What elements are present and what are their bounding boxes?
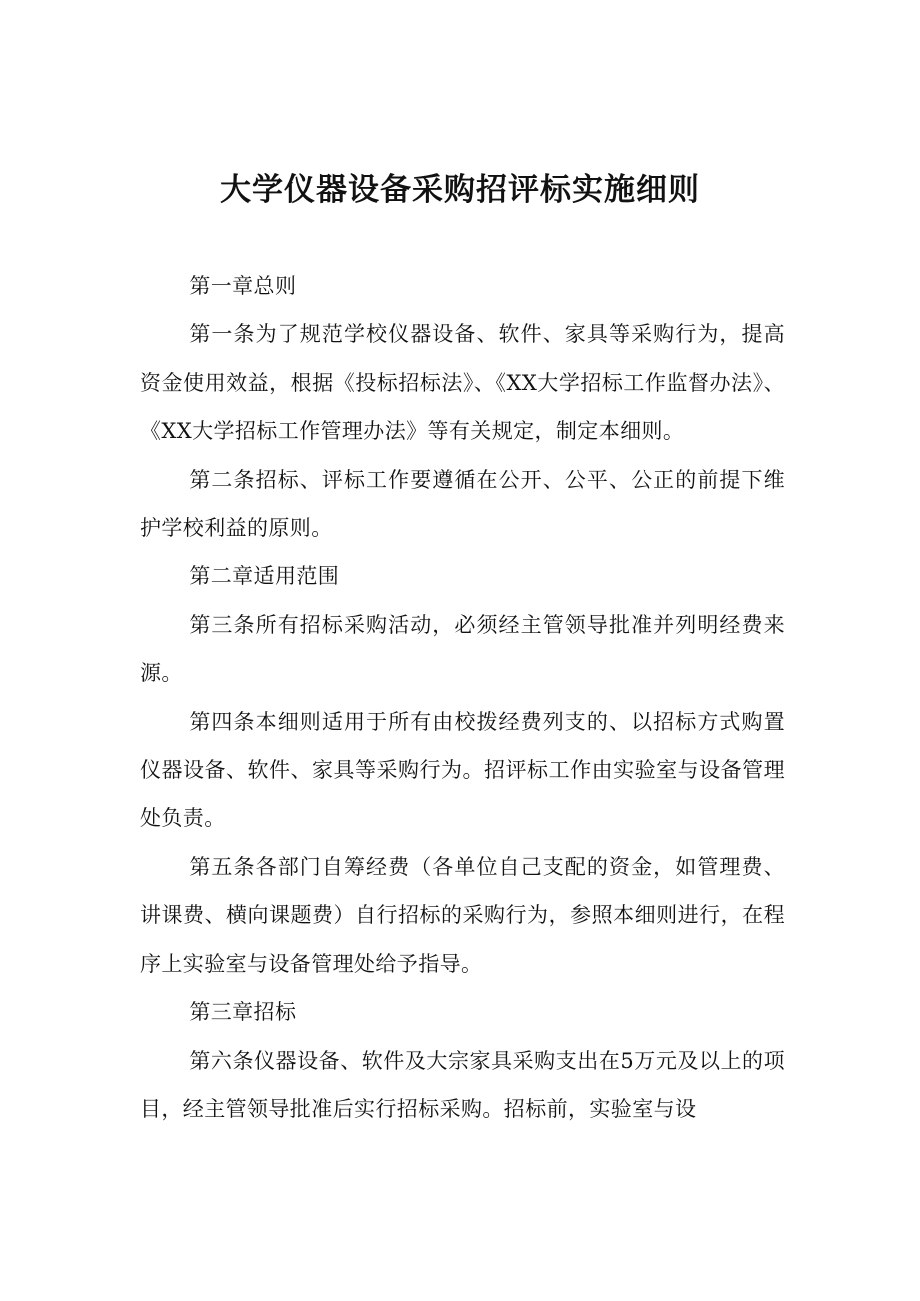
chapter-heading: 第二章适用范围 xyxy=(189,564,340,589)
document-title: 大学仪器设备采购招评标实施细则 xyxy=(220,172,700,208)
article-paragraph: 第二条招标、评标工作要遵循在公开、公平、公正的前提下维护学校利益的原则。 xyxy=(140,467,785,541)
article-paragraph: 第六条仪器设备、软件及大宗家具采购支出在5万元及以上的项目，经主管领导批准后实行招标采购。招标前，实验室与设 xyxy=(140,1048,785,1121)
article-paragraph: 第三条所有招标采购活动，必须经主管领导批准并列明经费来源。 xyxy=(140,612,785,686)
chapter-heading: 第三章招标 xyxy=(189,1000,297,1025)
article-paragraph: 第四条本细则适用于所有由校拨经费列支的、以招标方式购置仪器设备、软件、家具等采购行为。招评标工作由实验室与设备管理处负责。 xyxy=(140,709,785,831)
article-paragraph: 第五条各部门自筹经费（各单位自己支配的资金，如管理费、讲课费、横向课题费）自行招标的采购行为，参照本细则进行，在程序上实验室与设备管理处给予指导。 xyxy=(140,854,785,976)
article-paragraph: 第一条为了规范学校仪器设备、软件、家具等采购行为，提高资金使用效益，根据《投标招标法》、《XX大学招标工作监督办法》、《XX大学招标工作管理办法》等有关规定，制定本细则。 xyxy=(140,322,785,444)
chapter-heading: 第一章总则 xyxy=(189,274,297,298)
document-body xyxy=(140,262,785,1133)
